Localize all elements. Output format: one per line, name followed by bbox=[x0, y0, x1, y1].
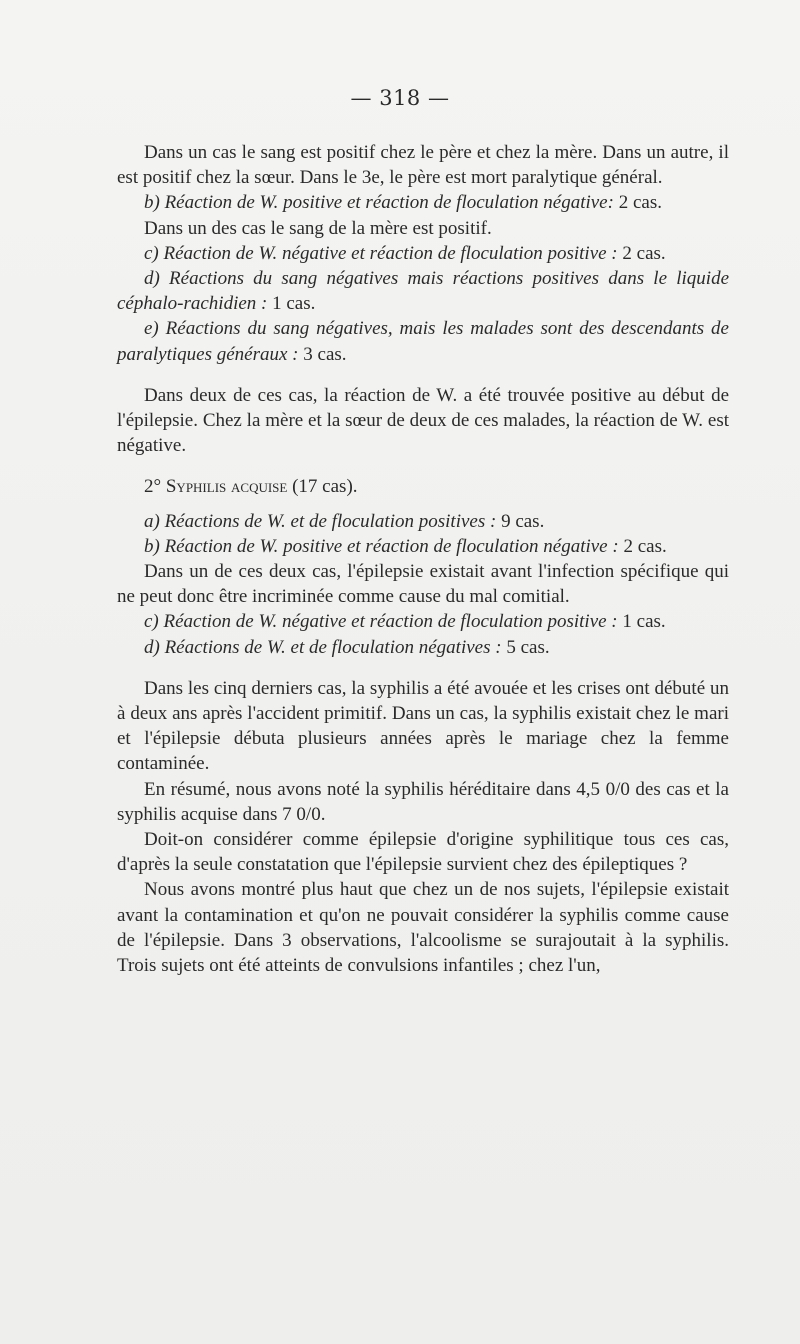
list-item: a) Réactions de W. et de floculation positives : 9 cas. bbox=[144, 510, 545, 532]
section-heading: 2° Syphilis acquise (17 cas). bbox=[144, 476, 358, 498]
list-item: b) Réaction de W. positive et réaction de floculation négative: 2 cas. bbox=[144, 192, 662, 214]
list-item: e) Réactions du sang négatives, mais les malades sont des descendants de paralytiques généraux : 3 cas. bbox=[117, 318, 729, 365]
list-item: c) Réaction de W. négative et réaction de floculation positive : 2 cas. bbox=[144, 242, 666, 264]
list-item: c) Réaction de W. négative et réaction de floculation positive : 1 cas. bbox=[144, 611, 666, 633]
list-item: b) Réaction de W. positive et réaction de floculation négative : 2 cas. bbox=[144, 535, 667, 557]
paragraph: Nous avons montré plus haut que chez un de nos sujets, l'épilepsie existait avant la contamination et qu'on ne pouvait considérer la syphilis comme cause de l'épilepsie. Dans 3 observations, l'alcoolisme se surajoutait à la syphilis. Trois sujets ont été atteints de convulsions infantiles ; chez l'un, bbox=[117, 879, 729, 977]
list-item: d) Réactions de W. et de floculation négatives : 5 cas. bbox=[144, 636, 550, 658]
paragraph: Dans un de ces deux cas, l'épilepsie existait avant l'infection spécifique qui ne peut donc être incriminée comme cause du mal comitial. bbox=[117, 561, 729, 608]
paragraph: Dans deux de ces cas, la réaction de W. a été trouvée positive au début de l'épilepsie. Chez la mère et la sœur de deux de ces malades, la réaction de W. est négative. bbox=[117, 384, 729, 457]
paragraph: Dans les cinq derniers cas, la syphilis a été avouée et les crises ont débuté un à deux ans après l'accident primitif. Dans un cas, la syphilis existait chez le mari et l'épilepsie débuta plusieurs années après le mariage chez la femme contaminée. bbox=[117, 677, 729, 775]
list-item: d) Réactions du sang négatives mais réactions positives dans le liquide céphalo-rachidien : 1 cas. bbox=[117, 268, 730, 315]
paragraph: Doit-on considérer comme épilepsie d'origine syphilitique tous ces cas, d'après la seule constatation que l'épilepsie survient chez des épileptiques ? bbox=[117, 829, 729, 876]
paragraph: En résumé, nous avons noté la syphilis héréditaire dans 4,5 0/0 des cas et la syphilis acquise dans 7 0/0. bbox=[117, 778, 729, 825]
paragraph: Dans un des cas le sang de la mère est positif. bbox=[144, 217, 492, 239]
paragraph: Dans un cas le sang est positif chez le père et chez la mère. Dans un autre, il est positif chez la sœur. Dans le 3e, le père est mort paralytique général. bbox=[117, 142, 729, 189]
body-text bbox=[117, 140, 729, 978]
page-number: — 318 — bbox=[350, 86, 450, 110]
